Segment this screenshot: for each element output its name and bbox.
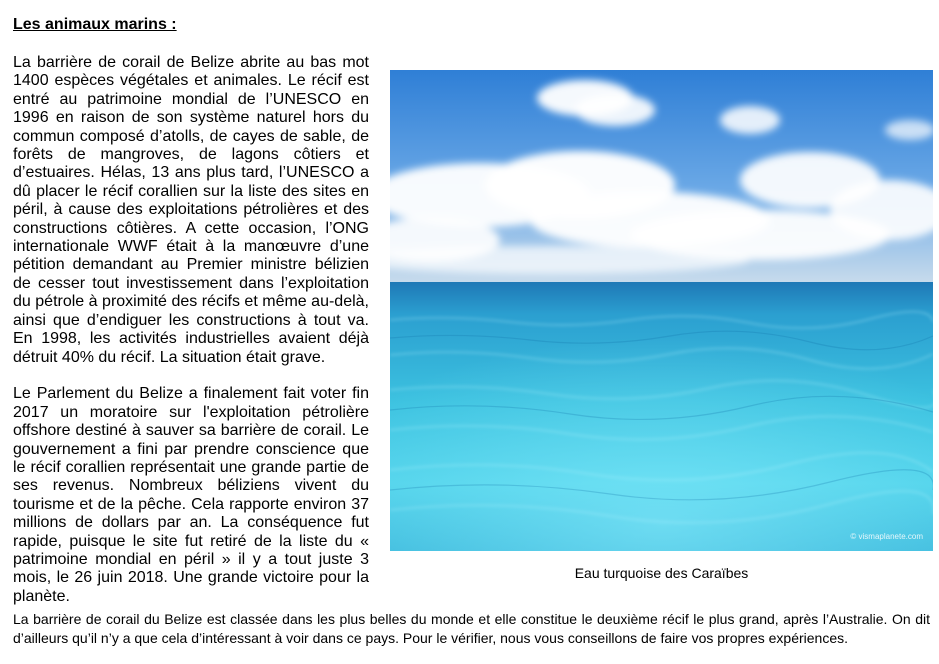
body-text-column xyxy=(13,54,369,606)
caribbean-sea-photo xyxy=(390,70,933,551)
paragraph-moratorium: Le Parlement du Belize a finalement fait voter fin 2017 un moratoire sur l'exploitation pétrolière offshore destiné à sauver sa barrière de corail. Le gouvernement a fini par prendre conscience que le récif corallien représentait une grande partie de ses revenus. Nombreux béliziens vivent du tourisme et de la pêche. Cela rapporte environ 37 millions de dollars par an. La conséquence fut rapide, puisque le site fut retiré de la liste du « patrimoine mondial en péril » il y a tout juste 3 mois, le 26 juin 2018. Une grande victoire pour la planète. xyxy=(13,385,369,605)
bottom-paragraph: La barrière de corail du Belize est classée dans les plus belles du monde et elle constitue le deuxième récif le plus grand, après l’Australie. On dit d’ailleurs qu’il n’y a que cela d’intéressant à voir dans ce pays. Pour le vérifier, nous vous conseillons de faire vos propres expériences. xyxy=(13,611,930,646)
section-heading: Les animaux marins : xyxy=(13,16,177,33)
paragraph-reef-history: La barrière de corail de Belize abrite au bas mot 1400 espèces végétales et animales. Le récif est entré au patrimoine mondial de l’UNESCO en 1996 en raison de son système naturel hors du commun composé d’atolls, de cayes de sable, de forêts de mangroves, de lagons côtiers et d’estuaires. Hélas, 13 ans plus tard, l’UNESCO a dû placer le récif corallien sur la liste des sites en péril, à cause des exploitations pétrolières et des constructions côtières. A cette occasion, l’ONG internationale WWF était à la manœuvre d’une pétition demandant au Premier ministre bélizien de cesser tout investissement dans l’exploitation du pétrole à proximité des récifs et même au-delà, ainsi que d’endiguer les constructions à tout va. En 1998, les activités industrielles avaient déjà détruit 40% du récif. La situation était grave. xyxy=(13,54,369,366)
photo-caption: Eau turquoise des Caraïbes xyxy=(574,565,749,581)
photo-watermark: © vismaplanete.com xyxy=(850,532,923,541)
